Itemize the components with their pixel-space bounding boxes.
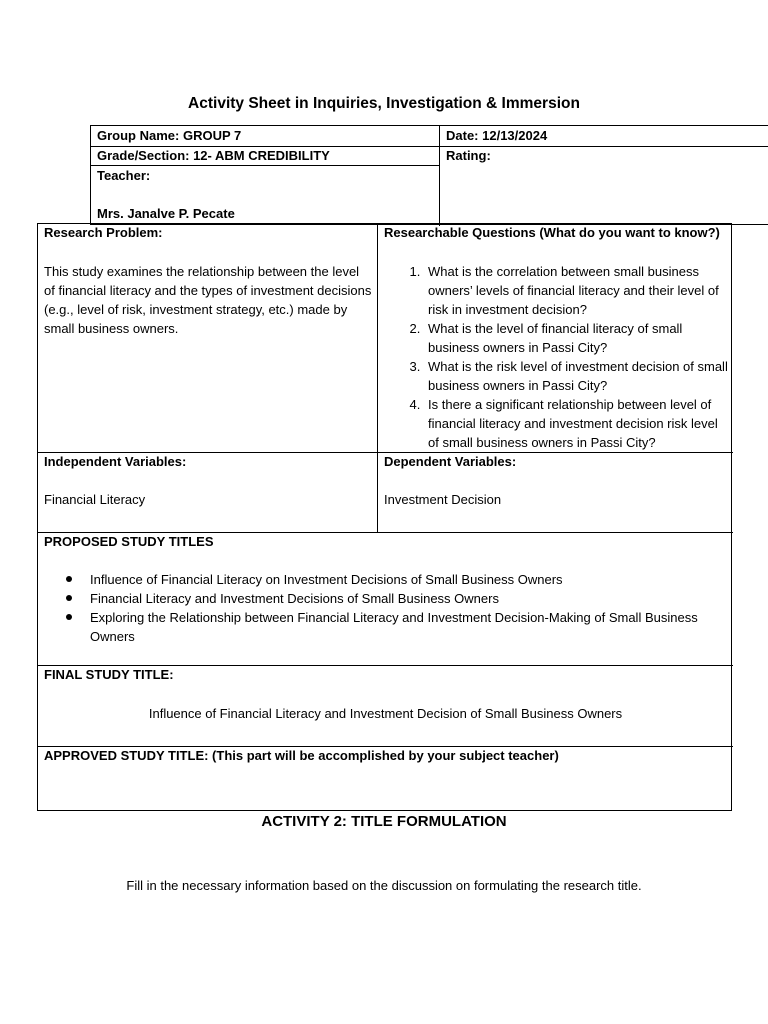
teacher-name: Mrs. Janalve P. Pecate bbox=[97, 206, 235, 221]
dependent-variables-value: Investment Decision bbox=[384, 492, 502, 507]
bullet-icon bbox=[66, 576, 72, 582]
final-title-label: FINAL STUDY TITLE: bbox=[44, 667, 174, 682]
proposed-title-item: Financial Literacy and Investment Decisions of Small Business Owners bbox=[90, 589, 700, 608]
research-problem-label: Research Problem: bbox=[44, 225, 163, 240]
proposed-titles-label: PROPOSED STUDY TITLES bbox=[44, 534, 214, 549]
activity-heading: ACTIVITY 2: TITLE FORMULATION bbox=[261, 813, 507, 830]
research-section bbox=[37, 223, 732, 811]
proposed-title-item: Influence of Financial Literacy on Investment Decisions of Small Business Owners bbox=[90, 570, 700, 589]
dependent-variables-label: Dependent Variables: bbox=[384, 454, 517, 469]
researchable-questions-list bbox=[378, 262, 728, 452]
final-title-value: Influence of Financial Literacy and Investment Decision of Small Business Owners bbox=[148, 706, 623, 721]
proposed-titles-list bbox=[40, 570, 700, 646]
sheet-title: Activity Sheet in Inquiries, Investigation & Immersion bbox=[188, 95, 580, 112]
independent-variables-value: Financial Literacy bbox=[44, 492, 146, 507]
rating-field: Rating: bbox=[446, 148, 491, 163]
researchable-questions-label: Researchable Questions (What do you want to know?) bbox=[384, 225, 720, 240]
date-field: Date: 12/13/2024 bbox=[446, 128, 548, 143]
header-table bbox=[90, 125, 768, 225]
question-item: 1. What is the correlation between small business owners’ levels of financial literacy and their level of risk in investment decision? bbox=[424, 262, 728, 319]
bullet-icon bbox=[66, 595, 72, 601]
teacher-label: Teacher: bbox=[97, 168, 151, 183]
instruction-text: Fill in the necessary information based on the discussion on formulating the research title. bbox=[126, 878, 642, 893]
bullet-icon bbox=[66, 614, 72, 620]
approved-title-label: APPROVED STUDY TITLE: (This part will be accomplished by your subject teacher) bbox=[44, 748, 559, 763]
independent-variables-label: Independent Variables: bbox=[44, 454, 187, 469]
group-name: Group Name: GROUP 7 bbox=[97, 128, 242, 143]
research-problem-text: This study examines the relationship between the level of financial literacy and the types of investment decisions (e.g., level of risk, investment strategy, etc.) made by small business owners. bbox=[44, 264, 372, 336]
question-item: 4. Is there a significant relationship between level of financial literacy and investment decision risk level of small business owners in Passi City? bbox=[424, 395, 728, 452]
question-item: 2. What is the level of financial literacy of small business owners in Passi City? bbox=[424, 319, 728, 357]
proposed-title-item: Exploring the Relationship between Financial Literacy and Investment Decision-Making of Small Business Owners bbox=[90, 608, 700, 646]
question-item: 3. What is the risk level of investment decision of small business owners in Passi City? bbox=[424, 357, 728, 395]
grade-section: Grade/Section: 12- ABM CREDIBILITY bbox=[97, 148, 330, 163]
